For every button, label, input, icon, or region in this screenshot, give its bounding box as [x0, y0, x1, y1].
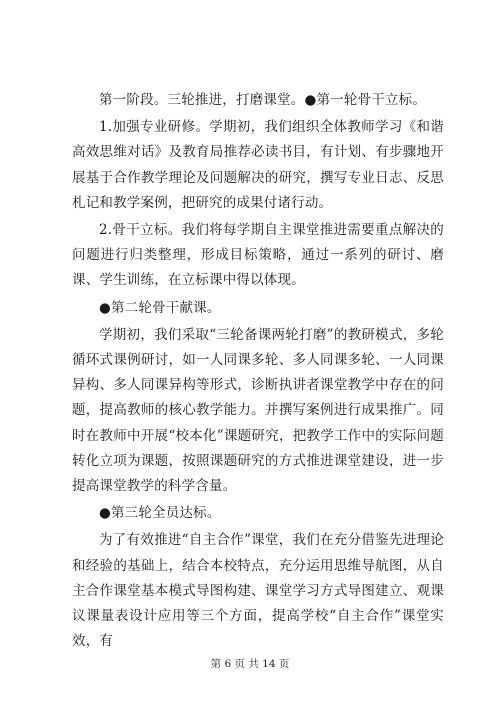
paragraph-round-three-body: 为了有效推进“自主合作”课堂，我们在充分借鉴先进理论和经验的基础上，结合本校特点，充分运用思维导航图，从自主合作课堂基本模式导图构建、课堂学习方式导图建立、观课议课量表设计应用等三个方面，提高学校“自主合作”课堂实效，有	[72, 532, 444, 650]
paragraph-stage-one-heading: 第一阶段。三轮推进，打磨课堂。●第一轮骨干立标。	[99, 92, 427, 108]
page-number-footer: 第 6 页 共 14 页	[210, 658, 290, 670]
paragraph-backbone-standard: 2.骨干立标。我们将每学期自主课堂推进需要重点解决的问题进行归类整理，形成目标策略，通过一系列的研讨、磨课、学生训练，在立标课中得以体现。	[72, 222, 444, 289]
paragraph-round-two-body: 学期初，我们采取“三轮备课两轮打磨”的教研模式，多轮循环式课例研讨，如一人同课多轮、多人同课多轮、一人同课异构、多人同课异构等形式，诊断执讲者课堂教学中存在的问题，提高教师的核心教学能力。并撰写案例进行成果推广。同时在教师中开展“校本化”课题研究，把教学工作中的实际问题转化立项为课题，按照课题研究的方式推进课堂建设，进一步提高课堂教学的科学含量。	[72, 326, 444, 495]
paragraph-round-three-heading: ●第三轮全员达标。	[99, 505, 221, 522]
paragraph-professional-study: 1.加强专业研修。学期初，我们组织全体教师学习《和谐高效思维对话》及教育局推荐必读书目，有计划、有步骤地开展基于合作教学理论及问题解决的研究，撰写专业日志、反思札记和教学案例，把研究的成果付诸行动。	[72, 119, 444, 211]
document-body	[72, 88, 444, 656]
paragraph-round-two-heading: ●第二轮骨干献课。	[99, 299, 221, 316]
